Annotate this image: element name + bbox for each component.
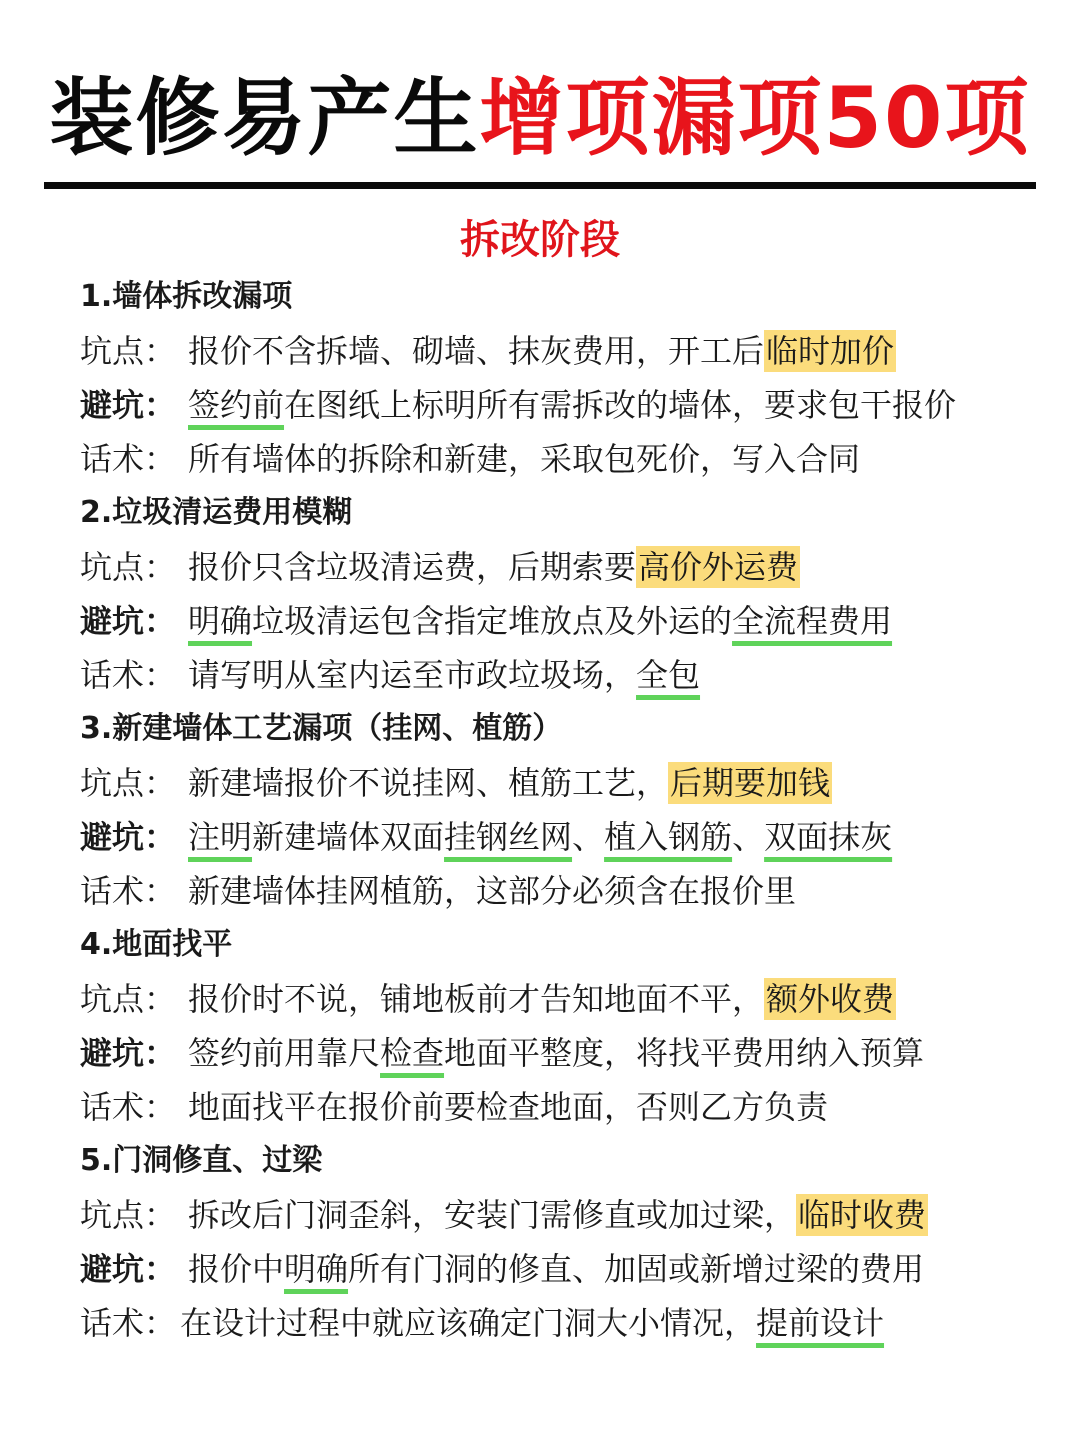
avoid-line [80,378,1040,432]
text-segment: 报价中 [188,1250,285,1288]
pit-label: 坑点： [80,764,177,802]
script-label: 话术： [80,656,177,694]
highlighted-text: 临时加价 [766,332,895,370]
pit-label: 坑点： [80,548,177,586]
avoid-label: 避坑： [80,386,177,424]
avoid-label: 避坑： [80,1250,177,1288]
avoid-label: 避坑： [80,602,177,640]
underlined-text: 植入钢筋 [604,818,733,856]
pit-label: 坑点： [80,332,177,370]
item-heading: 4.地面找平 [80,927,233,962]
avoid-line [80,1242,1040,1296]
text-segment: 报价只含垃圾清运费，后期索要 [188,548,637,586]
text-segment: 、 [572,818,605,856]
underlined-text: 检查 [380,1034,445,1072]
underlined-text: 提前设计 [756,1304,885,1342]
text-segment: 请写明从室内运至市政垃圾场， [188,656,637,694]
highlighted-text: 额外收费 [766,980,895,1018]
pit-line [80,756,1040,810]
avoid-line [80,810,1040,864]
item-block [80,270,1040,486]
script-line [80,648,1040,702]
script-line [80,432,1040,486]
highlighted-text: 高价外运费 [638,548,799,586]
underlined-text: 全包 [636,656,701,694]
item-heading: 3.新建墙体工艺漏项（挂网、植筋） [80,711,563,746]
title-black: 装修易产生 [49,69,480,167]
item-heading: 5.门洞修直、过梁 [80,1143,323,1178]
text-segment: 垃圾清运包含指定堆放点及外运的 [252,602,733,640]
text-segment: 报价不含拆墙、砌墙、抹灰费用，开工后 [188,332,765,370]
text-segment: 拆改后门洞歪斜，安装门需修直或加过梁， [188,1196,797,1234]
script-label: 话术： [80,1088,177,1126]
pit-line [80,1188,1040,1242]
avoid-line [80,1026,1040,1080]
title-divider [44,182,1036,189]
text-segment: 所有门洞的修直、加固或新增过梁的费用 [348,1250,925,1288]
page-title [0,68,1080,168]
highlighted-text: 后期要加钱 [670,764,831,802]
item-block [80,1134,1040,1350]
pit-label: 坑点： [80,980,177,1018]
script-label: 话术： [80,872,177,910]
item-heading: 2.垃圾清运费用模糊 [80,495,353,530]
underlined-text: 注明 [188,818,253,856]
script-label: 话术： [80,440,177,478]
avoid-line [80,594,1040,648]
text-segment: 报价时不说，铺地板前才告知地面不平， [188,980,765,1018]
text-segment: 新建墙体挂网植筋，这部分必须含在报价里 [188,872,797,910]
text-segment: 新建墙体双面 [252,818,445,856]
script-label: 话术： [80,1304,177,1342]
script-line [80,864,1040,918]
item-block [80,486,1040,702]
underlined-text: 全流程费用 [732,602,893,640]
item-block [80,702,1040,918]
text-segment: 地面找平在报价前要检查地面，否则乙方负责 [188,1088,829,1126]
item-block [80,918,1040,1134]
underlined-text: 明确 [284,1250,349,1288]
script-line [80,1296,1040,1350]
text-segment: 新建墙报价不说挂网、植筋工艺， [188,764,669,802]
underlined-text: 挂钢丝网 [444,818,573,856]
pit-label: 坑点： [80,1196,177,1234]
avoid-label: 避坑： [80,1034,177,1072]
underlined-text: 签约前 [188,386,285,424]
title-red: 增项漏项50项 [479,69,1031,167]
text-segment: 在设计过程中就应该确定门洞大小情况， [180,1304,757,1342]
text-segment: 签约前用靠尺 [188,1034,381,1072]
script-line [80,1080,1040,1134]
pit-line [80,540,1040,594]
text-segment: 在图纸上标明所有需拆改的墙体，要求包干报价 [284,386,957,424]
underlined-text: 双面抹灰 [764,818,893,856]
underlined-text: 明确 [188,602,253,640]
avoid-label: 避坑： [80,818,177,856]
pit-line [80,972,1040,1026]
section-title: 拆改阶段 [460,217,620,263]
highlighted-text: 临时收费 [798,1196,927,1234]
text-segment: 、 [732,818,765,856]
text-segment: 地面平整度，将找平费用纳入预算 [444,1034,925,1072]
text-segment: 所有墙体的拆除和新建，采取包死价，写入合同 [188,440,861,478]
item-heading: 1.墙体拆改漏项 [80,279,293,314]
items-list [80,270,1040,1350]
pit-line [80,324,1040,378]
